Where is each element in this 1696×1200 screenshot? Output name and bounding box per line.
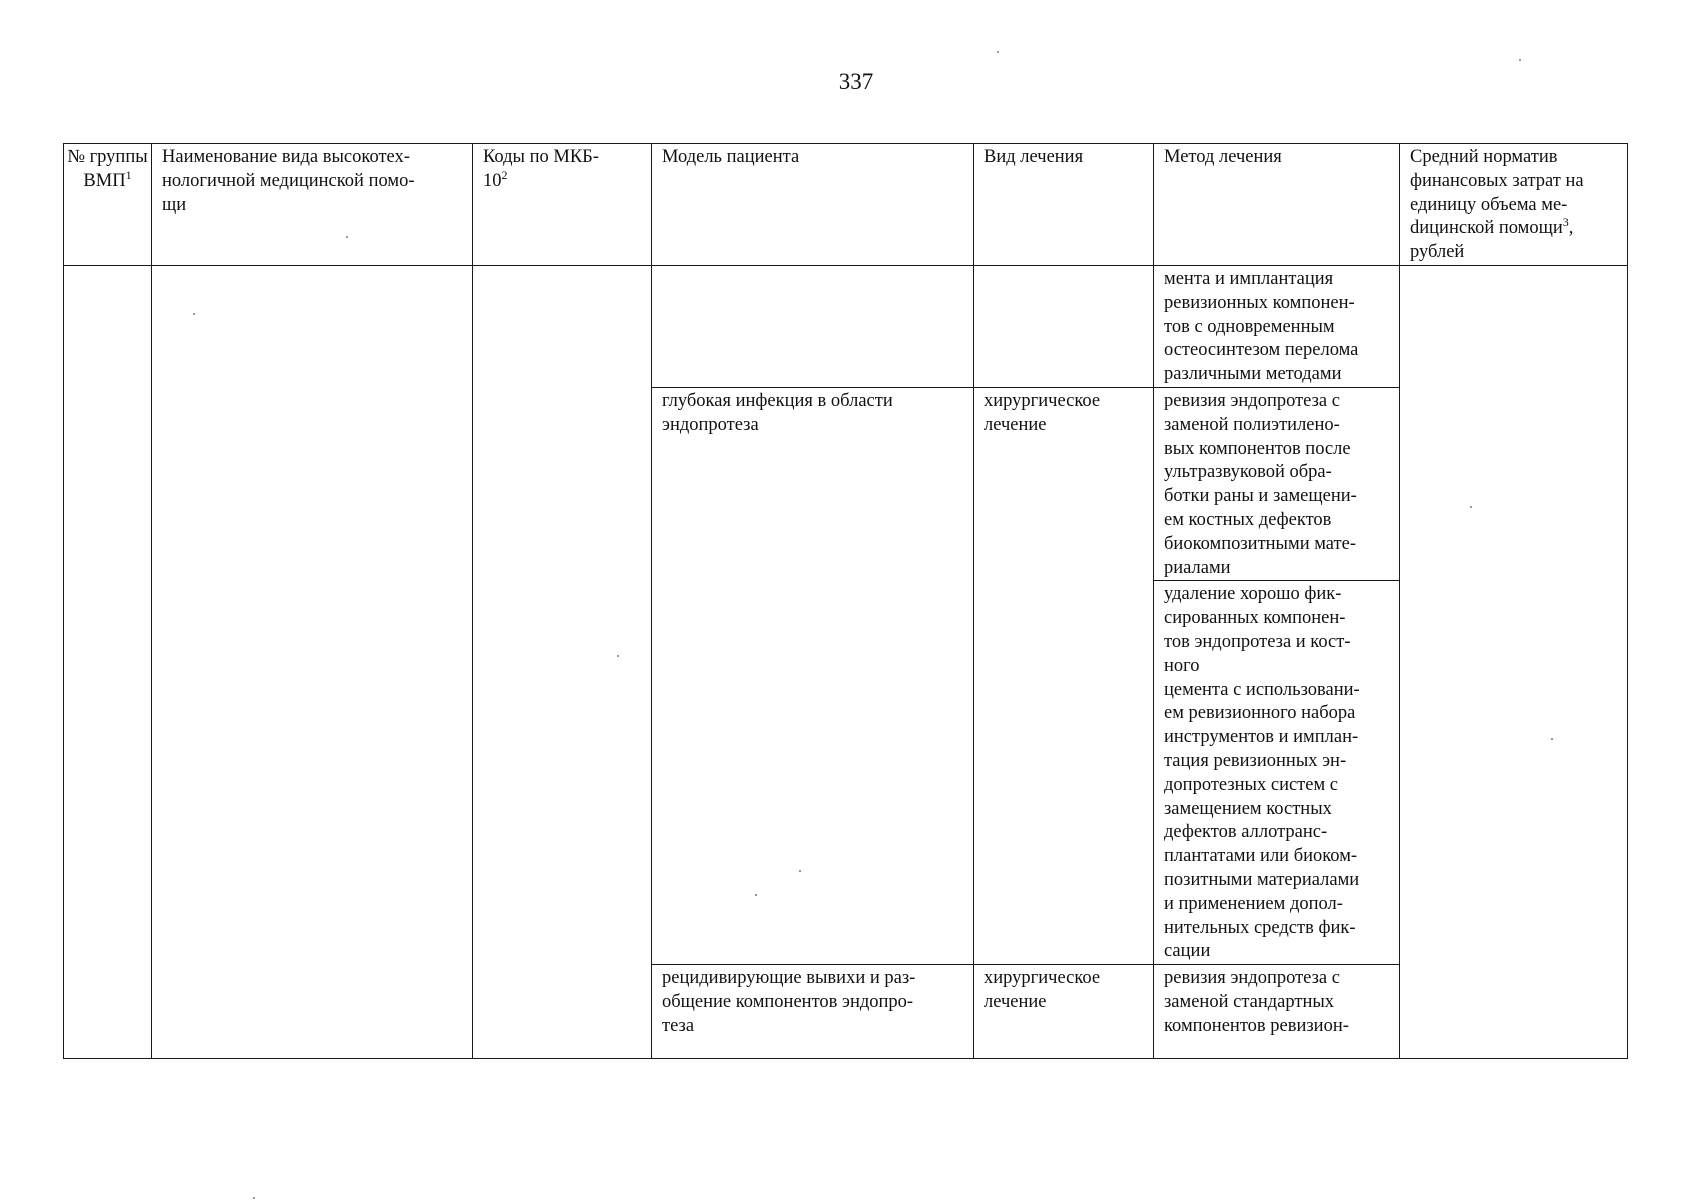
header-treatment-method-label: Метод лечения <box>1164 147 1282 167</box>
scan-speck <box>1551 738 1553 740</box>
scan-speck <box>997 51 999 53</box>
treatment-method-cell: ревизия эндопротеза с заменой стандартных компонентов ревизион- <box>1154 965 1400 1059</box>
header-group-no <box>64 144 152 266</box>
table-row <box>64 265 1628 387</box>
header-avg-cost <box>1400 144 1628 266</box>
footnote-2-marker: 2 <box>501 167 508 182</box>
page-number: 337 <box>838 69 874 94</box>
treatment-type-cell <box>974 265 1154 387</box>
patient-model-cell: рецидивирующие вывихи и раз- общение компонентов эндопро- теза <box>652 965 974 1059</box>
header-avg-cost-unit: , рублей <box>1410 218 1574 263</box>
header-treatment-type <box>974 144 1154 266</box>
treatment-type-cell: хирургическое лечение <box>974 965 1154 1059</box>
scan-speck <box>253 1197 255 1199</box>
scan-speck <box>617 655 619 657</box>
header-type-name <box>152 144 473 266</box>
table-header-row <box>64 144 1628 266</box>
header-avg-cost-label: Средний норматив финансовых затрат на единицу объема ме- dицинской помощи <box>1410 147 1584 239</box>
header-treatment-type-label: Вид лечения <box>984 147 1084 167</box>
vmp-table <box>63 143 1628 1059</box>
scan-speck <box>1519 59 1521 61</box>
footnote-3-marker: 3 <box>1562 215 1569 230</box>
treatment-method-cell: мента и имплантация ревизионных компонен- тов с одновременным остеосинтезом перелома различными методами <box>1154 265 1400 387</box>
scan-speck <box>799 870 801 872</box>
header-type-name-label: Наименование вида высокотех- нологичной медицинской помо- щи <box>162 147 415 215</box>
scan-speck <box>1470 506 1472 508</box>
scan-speck <box>755 894 757 896</box>
treatment-method-cell: ревизия эндопротеза с заменой полиэтилено- вых компонентов после ультразвуковой обра- ботки раны и замещени- ем костных дефектов биокомпозитными мате- риалами <box>1154 387 1400 580</box>
treatment-method-cell: удаление хорошо фик- сированных компонен- тов эндопротеза и кост- ного цемента с использовани- ем ревизионного набора инструментов и имплан- тация ревизионных эн- допротезных систем с замещением костных дефектов аллотранс- плантатами или биоком- позитными материалами и применением допол- нительных средств фик- сации <box>1154 581 1400 965</box>
header-treatment-method <box>1154 144 1400 266</box>
scan-speck <box>193 313 195 315</box>
scan-speck <box>346 236 348 238</box>
patient-model-cell: глубокая инфекция в области эндопротеза <box>652 387 974 964</box>
treatment-type-cell: хирургическое лечение <box>974 387 1154 964</box>
header-patient-model-label: Модель пациента <box>662 147 800 167</box>
footnote-1-marker: 1 <box>125 167 132 182</box>
patient-model-cell <box>652 265 974 387</box>
header-icd-codes-label: Коды по МКБ- 10 <box>483 147 599 191</box>
group-no-cell <box>64 265 152 1058</box>
type-name-cell <box>152 265 473 1058</box>
header-patient-model <box>652 144 974 266</box>
header-group-no-label: № группы ВМП <box>67 147 148 191</box>
avg-cost-cell <box>1400 265 1628 1058</box>
header-icd-codes <box>473 144 652 266</box>
icd-codes-cell <box>473 265 652 1058</box>
